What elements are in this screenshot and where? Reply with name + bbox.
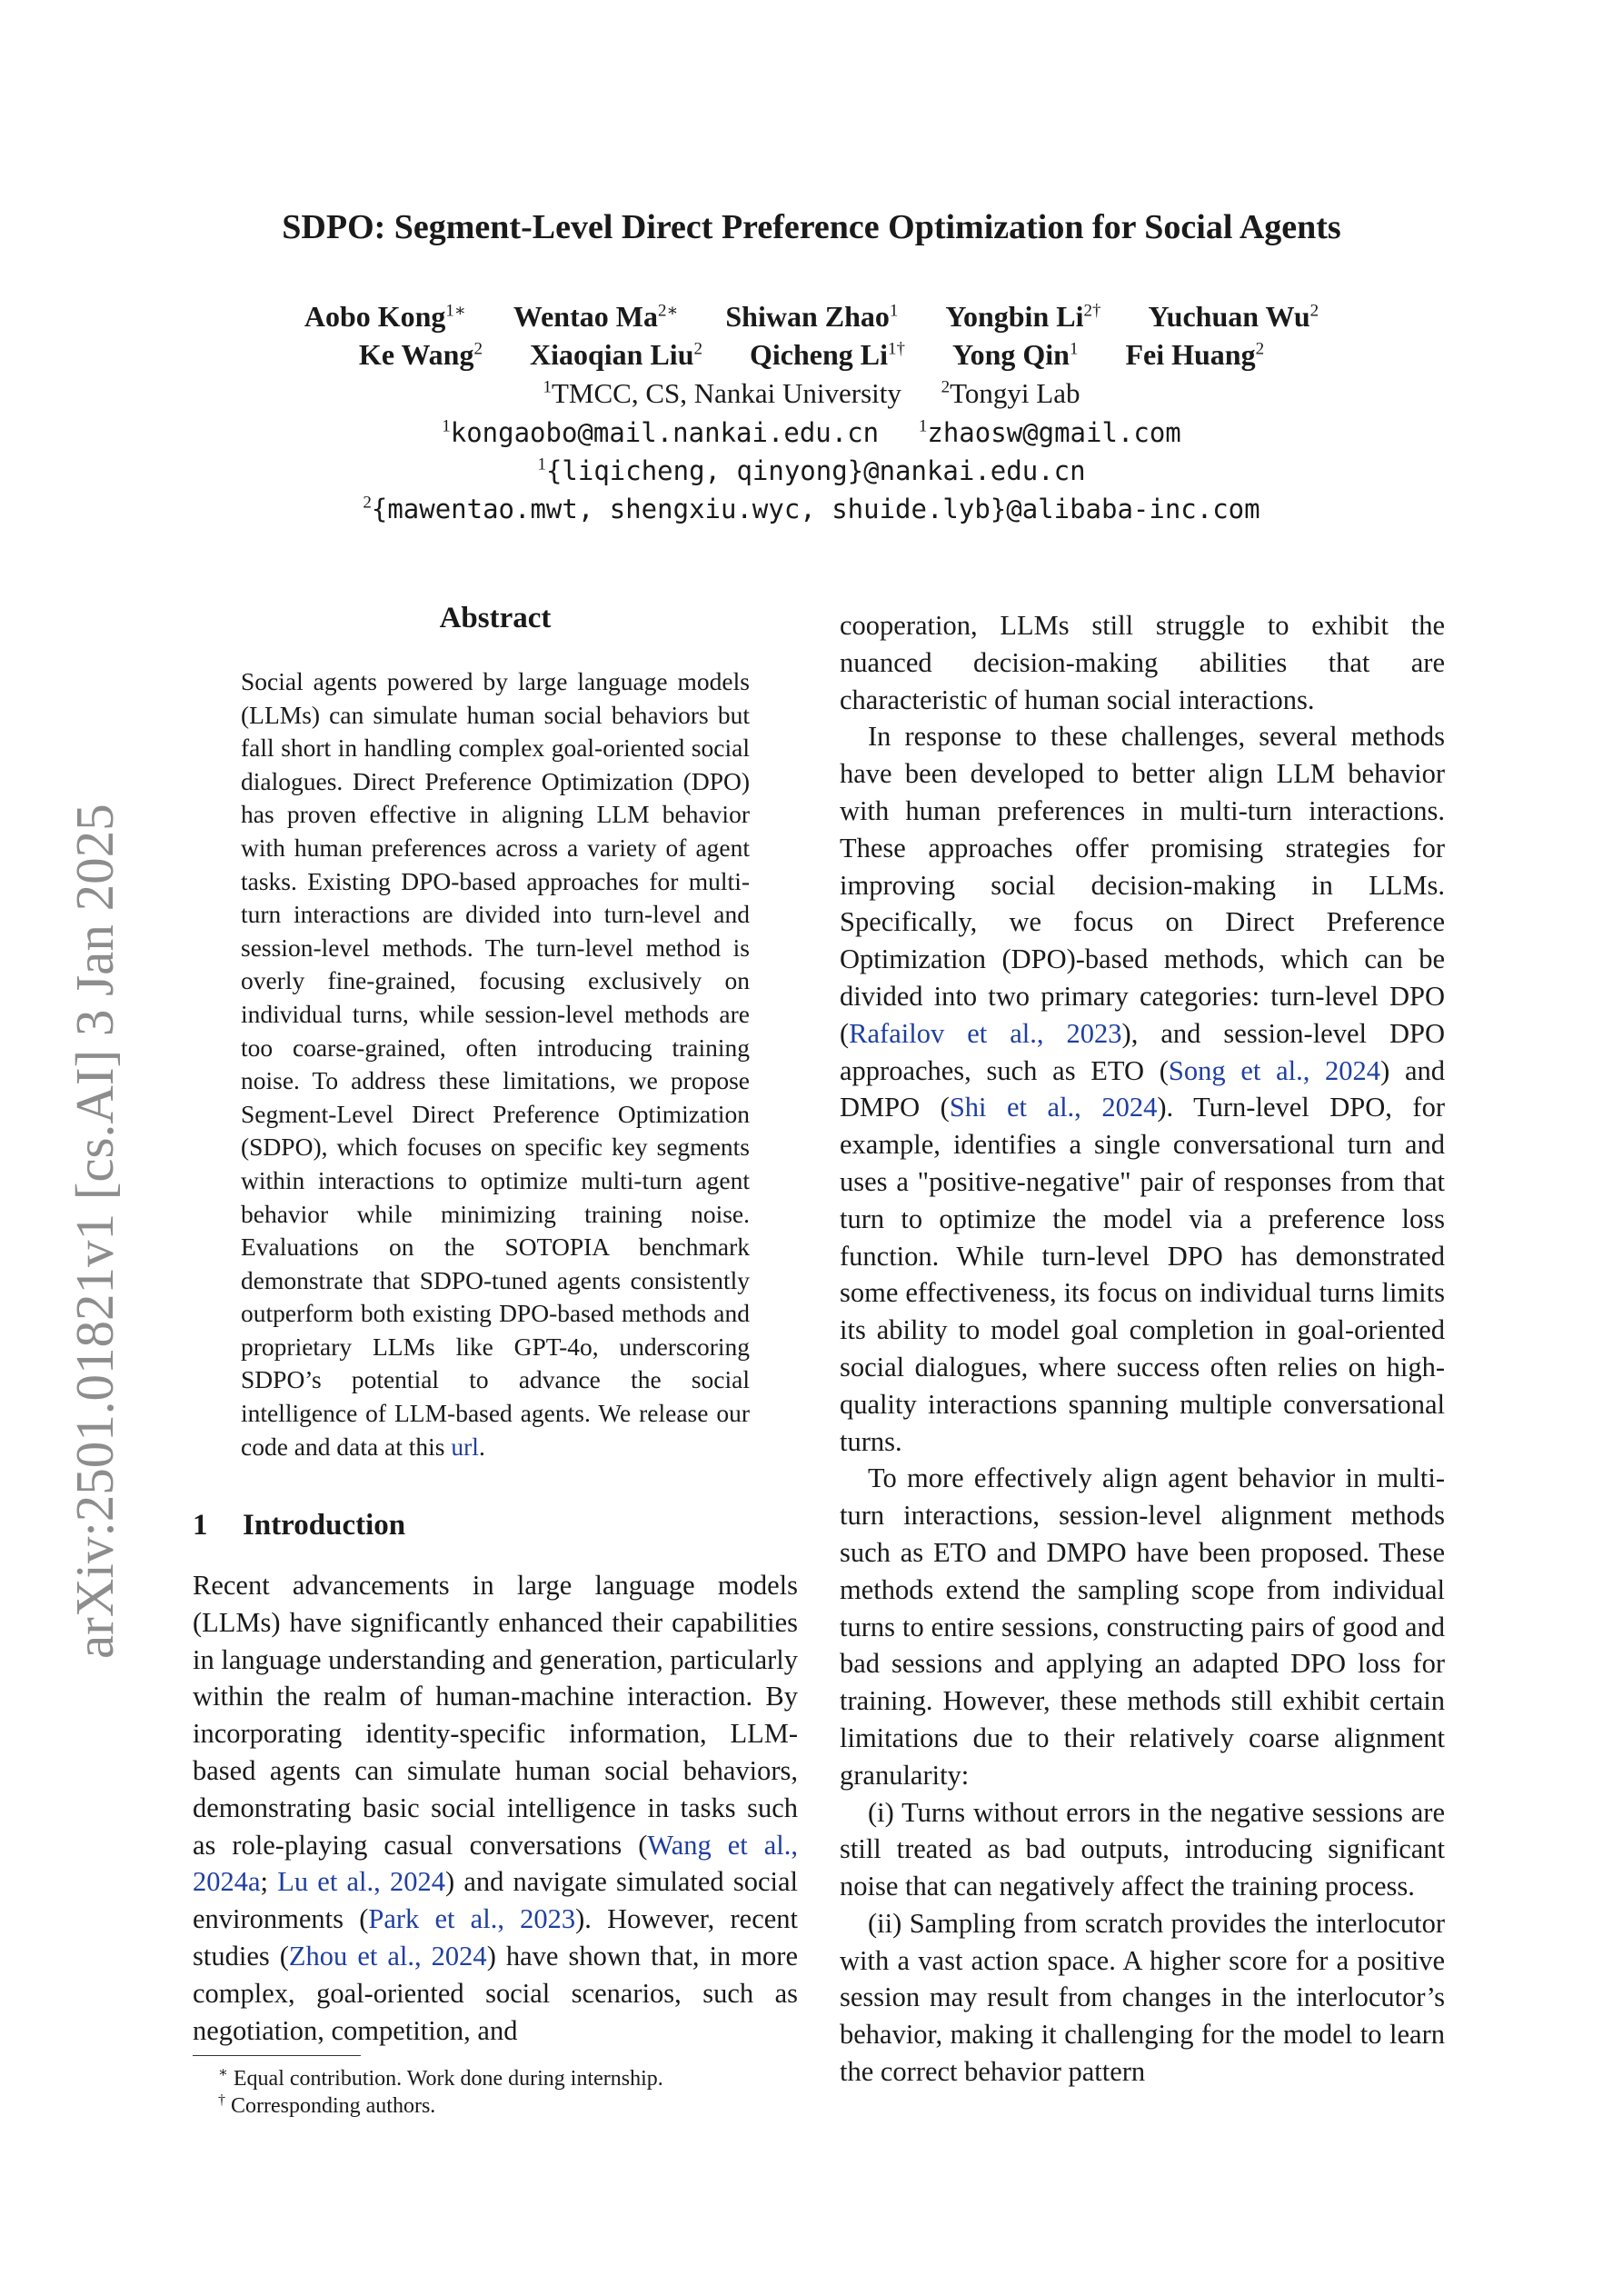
email: kongaobo@mail.nankai.edu.cn (450, 417, 880, 448)
email-line-1: $^1$kongaobo@mail.nankai.edu.cn $^1$zhaosw@gmail.com (442, 416, 1181, 448)
citation-link[interactable]: Shi et al., 2024 (949, 1092, 1158, 1123)
paragraph: (ii) Sampling from scratch provides the interlocutor with a vast action space. A higher score for a positive session may result from changes in the interlocutor’s behavior, making it challenging for the model to learn the correct behavior pattern (840, 1907, 1445, 2088)
abstract-body: Social agents powered by large language models (LLMs) can simulate human social behaviors but fall short in handling complex goal-oriented social dialogues. Direct Preference Optimization (DPO) has proven effective in aligning LLM behavior with human preferences across a variety of agent tasks. Existing DPO-based approaches for multi-turn interactions are divided into turn-level and session-level methods. The turn-level method is overly fine-grained, focusing exclusively on individual turns, while session-level methods are too coarse-grained, often introducing training noise. To address these limitations, we propose Segment-Level Direct Preference Optimization (SDPO), which focuses on specific key segments within interactions to optimize multi-turn agent behavior while minimizing training noise. Evaluations on the SOTOPIA benchmark demonstrate that SDPO-tuned agents consistently outperform both existing DPO-based methods and proprietary LLMs like GPT-4o, underscoring SDPO’s potential to advance the social intelligence of LLM-based agents. We release our code and data at this url. (241, 667, 750, 1461)
author: Aobo Kong$^{1∗}$ (304, 300, 466, 333)
author-list-row-2 (0, 338, 1623, 372)
author: Qicheng $Li^{1\dagger}$ (749, 338, 905, 371)
email-line-3: $^2${mawentao.mwt, shengxiu.wyc, shuide.lyb}@alibaba-inc.com (363, 493, 1260, 524)
footnote: ∗ Equal contribution. Work done during internship. (218, 2065, 663, 2091)
abstract-heading: Abstract (439, 602, 552, 634)
email-line-2: $^1${liqicheng, qinyong}@nankai.edu.cn (537, 454, 1086, 486)
paragraph: In response to these challenges, several methods have been developed to better align LLM behavior with human preferences in multi-turn interactions. These approaches offer promising strategies for improving social decision-making in LLMs. Specifically, we focus on Direct Preference Optimization (DPO)-based methods, which can be divided into two primary categories: turn-level DPO (Rafailov et al., 2023), and session-level DPO approaches, such as ETO (Song et al., 2024) and DMPO (Shi et al., 2024). Turn-level DPO, for example, identifies a single conversational turn and uses a "positive-negative" pair of responses from that turn to optimize the model via a preference loss function. While turn-level DPO has demonstrated some effectiveness, its focus on individual turns limits its ability to model goal completion in goal-oriented social dialogues, where success often relies on high-quality interactions spanning multiple conversational turns. (840, 721, 1445, 1457)
affiliation: $^2$Tongyi Lab (941, 377, 1080, 409)
section-heading-introduction: 1 Introduction (193, 1509, 406, 1542)
citation-link[interactable]: Park et al., 2023 (368, 1903, 576, 1935)
email: {liqicheng, qinyong}@nankai.edu.cn (545, 455, 1086, 486)
citation-link[interactable]: Rafailov et al., 2023 (849, 1017, 1122, 1049)
paper-title: SDPO: Segment-Level Direct Preference Optimization for Social Agents (282, 208, 1341, 246)
author: Shiwan Zhao$^1$ (725, 300, 899, 333)
paragraph: cooperation, LLMs still struggle to exhibit the nuanced decision-making abilities that are characteristic of human social interactions. (840, 610, 1445, 715)
paragraph: (i) Turns without errors in the negative sessions are still treated as bad outputs, introducing significant noise that can negatively affect the training process. (840, 1796, 1445, 1902)
author: Yongbin $Li^{2\dagger}$ (945, 300, 1101, 333)
arxiv-identifier[interactable]: arXiv:2501.01821v1 [cs.AI] 3 Jan 2025 (65, 804, 124, 1659)
citation-link[interactable]: Song et al., 2024 (1168, 1054, 1381, 1086)
citation-link[interactable]: Wang et al., 2024a (193, 1829, 798, 1898)
author: Yuchuan Wu$^2$ (1148, 300, 1319, 333)
paragraph: To more effectively align agent behavior in multi-turn interactions, session-level alignment methods such as ETO and DMPO have been proposed. These methods extend the sampling scope from individual turns to entire sessions, constructing pairs of good and bad sessions and applying an adapted DPO loss for training. However, these methods still exhibit certain limitations due to their relatively coarse alignment granularity: (840, 1462, 1445, 1791)
email: {mawentao.mwt, shengxiu.wyc, shuide.lyb}@alibaba-inc.com (371, 494, 1260, 524)
author: Fei Huang$^2$ (1125, 338, 1265, 371)
author: Yong Qin$^1$ (952, 338, 1079, 371)
affiliation: $^1$TMCC, CS, Nankai University (543, 377, 901, 409)
affiliations (0, 377, 1623, 410)
author: Xiaoqian Liu$^2$ (529, 338, 702, 371)
citation-link[interactable]: Zhou et al., 2024 (288, 1940, 487, 1972)
footnote-rule (193, 2055, 361, 2056)
author-list-row-1 (0, 300, 1623, 334)
code-link[interactable]: url (451, 1432, 479, 1461)
author: Wentao $Ma^{2∗}$ (513, 300, 679, 333)
intro-paragraph-1: Recent advancements in large language models (LLMs) have significantly enhanced their capabilities in language understanding and generation, particularly within the realm of human-machine interaction. By incorporating identity-specific information, LLM-based agents can simulate human social behaviors, demonstrating basic social intelligence in tasks such as role-playing casual conversations (Wang et al., 2024a; Lu et al., 2024) and navigate simulated social environments (Park et al., 2023). However, recent studies (Zhou et al., 2024) have shown that, in more complex, goal-oriented social scenarios, such as negotiation, competition, and (193, 1570, 798, 2046)
email: zhaosw@gmail.com (927, 417, 1181, 448)
citation-link[interactable]: Lu et al., 2024 (277, 1866, 445, 1898)
author: Ke Wang$^2$ (358, 338, 483, 371)
footnote: † Corresponding authors. (218, 2092, 436, 2118)
right-column (840, 607, 1445, 2091)
